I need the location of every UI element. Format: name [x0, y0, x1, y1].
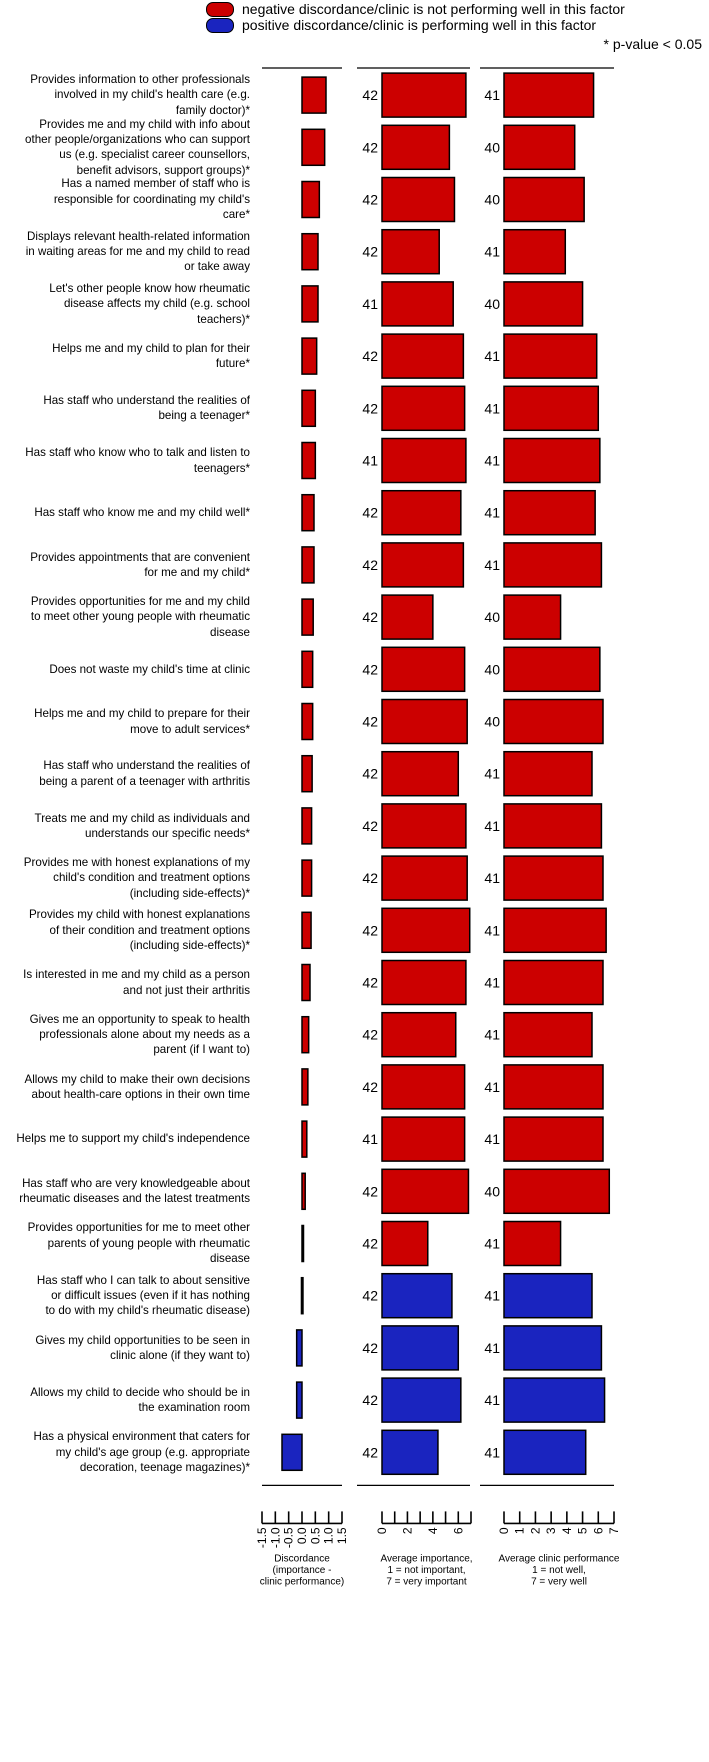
row-label-line: move to adult services* [130, 722, 250, 736]
performance-bar [504, 230, 565, 274]
discordance-bar [302, 965, 310, 1001]
row-label-line: us (e.g. specialist career counsellors, [59, 148, 250, 162]
discordance-bar [302, 547, 314, 583]
importance-bar [382, 178, 454, 222]
importance-n-label: 42 [362, 504, 378, 521]
performance-n-label: 41 [484, 1287, 500, 1304]
discordance-tick-label: 1.5 [335, 1527, 349, 1545]
row-label-line: Has staff who understand the realities of [43, 759, 250, 773]
row-label-line: Displays relevant health-related information [27, 229, 250, 243]
row-label-line: to meet other young people with rheumatic [30, 610, 250, 624]
row-label-line: or difficult issues (even if it has nothing [51, 1289, 250, 1302]
discordance-axis-title: clinic performance) [259, 1576, 345, 1588]
row-label-line: the examination room [138, 1401, 250, 1415]
importance-bar [382, 439, 466, 483]
row-label-line: Provides my child with honest explanations [28, 908, 250, 922]
importance-n-label: 42 [362, 1444, 378, 1461]
row-label-line: Let's other people know how rheumatic [49, 281, 250, 295]
row-label-line: teachers)* [197, 312, 250, 326]
performance-n-label: 41 [484, 1131, 500, 1148]
row-label-line: Provides opportunities for me and my child [30, 595, 250, 608]
importance-n-label: 41 [362, 1131, 378, 1148]
performance-n-label: 41 [484, 1444, 500, 1461]
importance-tick-label: 2 [400, 1527, 415, 1535]
row-label-line: Has a physical environment that caters for [33, 1430, 250, 1444]
discordance-bar [302, 704, 313, 740]
discordance-bar [302, 390, 315, 426]
performance-n-label: 41 [484, 87, 500, 104]
row-label-line: Allows my child to decide who should be in [30, 1385, 250, 1399]
row-label-line: care* [222, 208, 250, 222]
row-label-line: Helps me to support my child's independence [16, 1132, 250, 1146]
discordance-bar [297, 1382, 302, 1418]
performance-bar [504, 647, 600, 691]
discordance-bar [302, 129, 325, 165]
importance-n-label: 42 [362, 400, 378, 417]
discordance-bar [302, 860, 312, 896]
discordance-axis-title: (importance - [272, 1564, 332, 1576]
performance-n-label: 41 [484, 452, 500, 469]
importance-bar [382, 1013, 456, 1057]
performance-bar [504, 1378, 605, 1422]
performance-tick-label: 5 [575, 1527, 590, 1535]
importance-n-label: 42 [362, 870, 378, 887]
importance-n-label: 42 [362, 191, 378, 208]
discordance-axis-title: Discordance [274, 1553, 330, 1565]
discordance-bar [302, 77, 326, 113]
discordance-tick-label: -0.5 [281, 1527, 296, 1549]
importance-n-label: 42 [362, 1026, 378, 1043]
discordance-bar [302, 756, 312, 792]
importance-bar [382, 230, 439, 274]
discordance-bar [302, 443, 315, 479]
discordance-bar [302, 1017, 309, 1053]
performance-bar [504, 1169, 609, 1213]
performance-bar [504, 1222, 561, 1266]
performance-bar [504, 700, 603, 744]
importance-bar [382, 334, 463, 378]
performance-n-label: 41 [484, 348, 500, 365]
discordance-tick-label: 1.0 [321, 1527, 336, 1545]
significance-note: * p-value < 0.05 [603, 36, 702, 52]
discordance-bar [302, 286, 318, 322]
row-label-line: about health-care options in their own time [31, 1087, 250, 1101]
performance-axis-title: 7 = very well [531, 1576, 587, 1588]
performance-axis-title: 1 = not well, [532, 1564, 586, 1576]
row-label-line: Helps me and my child to prepare for their [34, 707, 250, 721]
row-label-line: Has staff who I can talk to about sensitive [36, 1273, 250, 1287]
importance-n-label: 42 [362, 1078, 378, 1095]
row-label-line: (including side-effects)* [129, 886, 250, 900]
importance-bar [382, 543, 463, 587]
performance-bar [504, 491, 595, 535]
performance-n-label: 41 [484, 1339, 500, 1356]
discordance-bar [302, 1173, 305, 1209]
row-label-line: my child's age group (e.g. appropriate [55, 1445, 250, 1459]
performance-bar [504, 1065, 603, 1109]
performance-n-label: 41 [484, 817, 500, 834]
discordance-bar [297, 1330, 302, 1366]
importance-bar [382, 1430, 438, 1474]
importance-n-label: 42 [362, 817, 378, 834]
importance-n-label: 42 [362, 974, 378, 991]
discordance-bar [302, 338, 317, 374]
importance-bar [382, 1378, 461, 1422]
row-label-line: Is interested in me and my child as a person [23, 968, 250, 982]
performance-bar [504, 178, 584, 222]
row-label-line: to do with my child's rheumatic disease) [45, 1304, 250, 1318]
performance-n-label: 40 [484, 609, 500, 626]
performance-n-label: 40 [484, 713, 500, 730]
performance-bar [504, 543, 601, 587]
importance-bar [382, 491, 461, 535]
row-label-line: being a teenager* [158, 409, 250, 423]
importance-axis-title: Average importance, [380, 1553, 473, 1565]
performance-n-label: 41 [484, 765, 500, 782]
discordance-bar [302, 1226, 304, 1262]
performance-n-label: 41 [484, 922, 500, 939]
row-label-line: Provides me and my child with info about [39, 117, 250, 131]
row-label-line: decoration, teenage magazines)* [79, 1461, 250, 1474]
importance-n-label: 42 [362, 765, 378, 782]
importance-bar [382, 856, 467, 900]
row-label-line: Does not waste my child's time at clinic [49, 662, 250, 676]
performance-bar [504, 856, 603, 900]
importance-n-label: 42 [362, 556, 378, 573]
row-label-line: disease affects my child (e.g. school [63, 297, 250, 311]
discordance-bar [302, 651, 313, 687]
row-label-line: future* [215, 357, 250, 371]
discordance-bar [302, 234, 318, 270]
importance-tick-label: 6 [451, 1527, 466, 1535]
performance-n-label: 41 [484, 974, 500, 991]
row-label-line: and not just their arthritis [123, 983, 250, 997]
row-label-line: in waiting areas for me and my child to read [25, 245, 250, 258]
importance-n-label: 42 [362, 348, 378, 365]
discordance-bar [302, 182, 319, 218]
discordance-tick-label: 0.0 [295, 1527, 309, 1545]
importance-n-label: 42 [362, 139, 378, 156]
importance-bar [382, 73, 466, 117]
performance-bar [504, 1326, 601, 1370]
legend-label-positive: positive discordance/clinic is performing well in this factor [242, 17, 597, 33]
importance-bar [382, 1326, 458, 1370]
discordance-bar [302, 1121, 307, 1157]
discordance-bar [302, 912, 311, 948]
row-label-line: Gives me an opportunity to speak to health [29, 1012, 250, 1026]
row-label-line: of their condition and treatment options [49, 923, 250, 937]
performance-n-label: 40 [484, 191, 500, 208]
discordance-tick-label: -1.5 [255, 1527, 269, 1549]
row-label-line: Has staff who are very knowledgeable about [22, 1176, 250, 1190]
discordance-bar [282, 1434, 302, 1470]
performance-bar [504, 908, 606, 952]
importance-bar [382, 752, 458, 796]
performance-n-label: 41 [484, 400, 500, 417]
performance-n-label: 40 [484, 139, 500, 156]
row-label-line: Provides information to other professionals [30, 73, 250, 86]
row-label-line: disease [210, 1252, 250, 1266]
performance-tick-label: 6 [591, 1527, 606, 1535]
row-label-line: responsible for coordinating my child's [53, 192, 250, 206]
importance-bar [382, 1274, 452, 1318]
performance-bar [504, 1117, 603, 1161]
importance-bar [382, 282, 453, 326]
performance-n-label: 41 [484, 243, 500, 260]
row-label-line: parent (if I want to) [153, 1043, 250, 1057]
importance-bar [382, 1117, 465, 1161]
performance-bar [504, 125, 575, 169]
importance-bar [382, 804, 466, 848]
performance-tick-label: 3 [544, 1527, 559, 1535]
importance-bar [382, 1169, 468, 1213]
performance-tick-label: 4 [559, 1527, 574, 1535]
row-label-line: Treats me and my child as individuals and [34, 811, 250, 825]
legend-label-negative: negative discordance/clinic is not performing well in this factor [242, 1, 625, 17]
performance-tick-label: 1 [512, 1527, 527, 1535]
importance-bar [382, 700, 467, 744]
importance-n-label: 42 [362, 1339, 378, 1356]
row-label-line: being a parent of a teenager with arthritis [39, 774, 250, 788]
importance-bar [382, 908, 470, 952]
importance-n-label: 42 [362, 609, 378, 626]
row-label-line: understands our specific needs* [85, 826, 250, 840]
discordance-bar [302, 599, 313, 635]
performance-n-label: 41 [484, 870, 500, 887]
performance-bar [504, 439, 600, 483]
importance-n-label: 42 [362, 713, 378, 730]
discordance-bar [301, 1278, 303, 1314]
row-label-line: Has staff who understand the realities of [43, 393, 250, 407]
performance-n-label: 40 [484, 1183, 500, 1200]
row-label-line: Provides appointments that are convenient [30, 550, 250, 564]
row-label-line: family doctor)* [175, 103, 250, 117]
row-label-line: Has staff who know who to talk and listen to [25, 446, 250, 460]
row-label-line: or take away [184, 260, 250, 274]
discordance-bar [302, 808, 312, 844]
row-label-line: Has a named member of staff who is [61, 177, 250, 191]
performance-n-label: 41 [484, 504, 500, 521]
importance-n-label: 42 [362, 87, 378, 104]
row-label-line: Has staff who know me and my child well* [34, 506, 250, 519]
performance-n-label: 41 [484, 1026, 500, 1043]
performance-n-label: 41 [484, 1392, 500, 1409]
importance-n-label: 42 [362, 1392, 378, 1409]
importance-n-label: 42 [362, 243, 378, 260]
importance-bar [382, 961, 466, 1005]
performance-n-label: 41 [484, 1078, 500, 1095]
performance-n-label: 40 [484, 295, 500, 312]
performance-tick-label: 2 [528, 1527, 543, 1535]
performance-axis-title: Average clinic performance [498, 1553, 620, 1565]
row-label-line: other people/organizations who can support [25, 132, 250, 146]
performance-bar [504, 334, 597, 378]
row-label-line: parents of young people with rheumatic [47, 1236, 250, 1250]
performance-bar [504, 1274, 592, 1318]
row-label-line: benefit advisors, support groups)* [76, 163, 250, 177]
importance-bar [382, 1222, 428, 1266]
performance-bar [504, 1430, 586, 1474]
importance-axis-title: 1 = not important, [387, 1564, 466, 1576]
performance-tick-label: 0 [497, 1527, 511, 1535]
importance-tick-label: 4 [425, 1527, 440, 1535]
discordance-tick-label: 0.5 [308, 1527, 323, 1545]
importance-bar [382, 125, 449, 169]
discordance-tick-label: -1.0 [268, 1527, 283, 1549]
importance-axis-title: 7 = very important [386, 1576, 467, 1588]
row-label-line: child's condition and treatment options [53, 871, 250, 885]
discordance-bar [302, 495, 314, 531]
row-label-line: Provides me with honest explanations of my [23, 856, 250, 869]
importance-bar [382, 386, 465, 430]
row-label-line: (including side-effects)* [129, 939, 250, 952]
importance-n-label: 41 [362, 452, 378, 469]
importance-bar [382, 647, 465, 691]
performance-tick-label: 7 [607, 1527, 621, 1535]
row-label-line: teenagers* [193, 461, 250, 475]
importance-bar [382, 595, 433, 639]
row-label-line: Helps me and my child to plan for their [52, 341, 250, 355]
importance-n-label: 42 [362, 661, 378, 678]
importance-n-label: 42 [362, 1235, 378, 1252]
performance-bar [504, 595, 561, 639]
importance-n-label: 41 [362, 295, 378, 312]
row-label-line: disease [210, 625, 250, 639]
row-label-line: for me and my child* [144, 565, 250, 579]
performance-bar [504, 282, 583, 326]
performance-bar [504, 1013, 592, 1057]
importance-tick-label: 0 [375, 1527, 389, 1535]
row-label-line: Gives my child opportunities to be seen in [35, 1333, 250, 1347]
row-label-line: Provides opportunities for me to meet other [27, 1221, 250, 1235]
performance-bar [504, 73, 594, 117]
performance-bar [504, 752, 592, 796]
row-label-line: rheumatic diseases and the latest treatments [19, 1192, 250, 1206]
performance-n-label: 41 [484, 556, 500, 573]
importance-n-label: 42 [362, 1287, 378, 1304]
importance-n-label: 42 [362, 1183, 378, 1200]
importance-n-label: 42 [362, 922, 378, 939]
row-label-line: professionals alone about my needs as a [39, 1028, 250, 1041]
row-label-line: Allows my child to make their own decisions [24, 1072, 250, 1086]
performance-bar [504, 961, 603, 1005]
discordance-bar [302, 1069, 308, 1105]
importance-bar [382, 1065, 465, 1109]
performance-bar [504, 804, 601, 848]
row-label-line: clinic alone (if they want to) [110, 1348, 250, 1362]
performance-bar [504, 386, 598, 430]
performance-n-label: 40 [484, 661, 500, 678]
performance-n-label: 41 [484, 1235, 500, 1252]
row-label-line: involved in my child's health care (e.g. [54, 88, 250, 102]
